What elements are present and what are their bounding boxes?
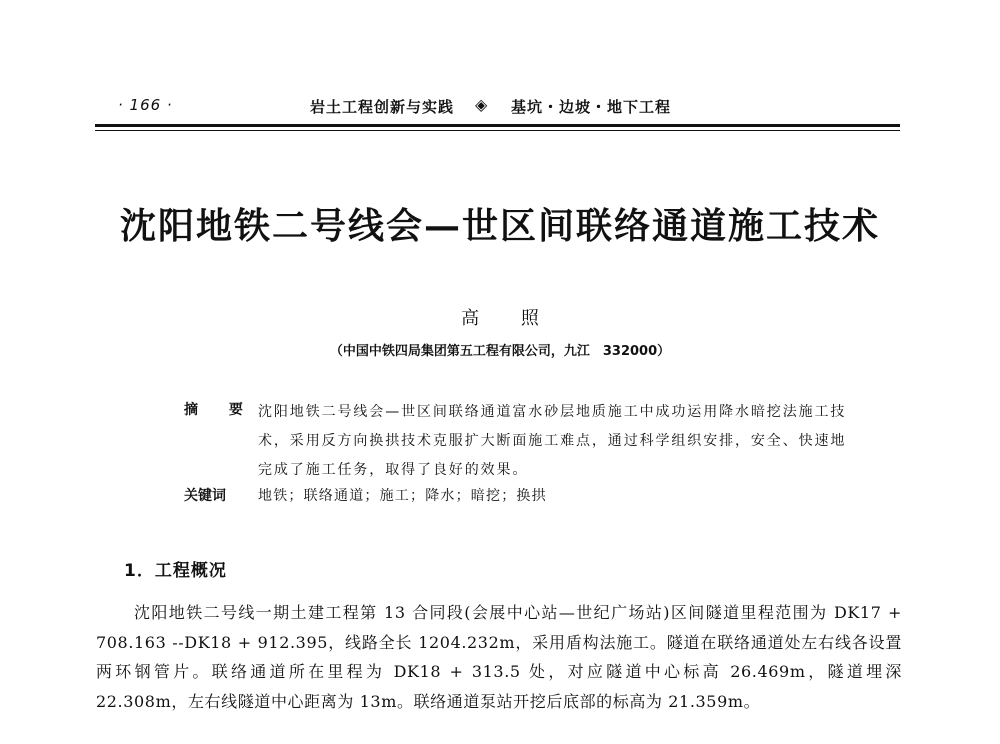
abstract-label: 摘 要 bbox=[184, 402, 256, 418]
journal-name: 岩土工程创新与实践 bbox=[310, 98, 455, 116]
abstract-text: 沈阳地铁二号线会—世区间联络通道富水砂层地质施工中成功运用降水暗挖法施工技术，采用反方向换拱技术克服扩大断面施工难点，通过科学组织安排，安全、快速地完成了施工任务，取得了良好的效果。 bbox=[258, 404, 847, 478]
running-header bbox=[98, 96, 900, 120]
section-heading: 1．工程概况 bbox=[124, 561, 227, 581]
page-number: · 166 · bbox=[118, 96, 173, 114]
header-rule-thick bbox=[95, 124, 900, 127]
author-name: 高 照 bbox=[461, 308, 557, 329]
author-affiliation: （中国中铁四局集团第五工程有限公司，九江 332000） bbox=[329, 344, 671, 359]
diamond-separator-icon: ◈ bbox=[475, 95, 488, 114]
keywords-text: 地铁；联络通道；施工；降水；暗挖；换拱 bbox=[258, 488, 547, 504]
body-paragraph: 沈阳地铁二号线一期土建工程第 13 合同段(会展中心站—世纪广场站)区间隧道里程范围为 DK17 + 708.163 --DK18 + 912.395，线路全长 1204.232m，采用盾构法施工。隧道在联络通道处左右线各设置两环钢管片。联络通道所在里程为 DK18 + 313.5 处，对应隧道中心标高 26.469m，隧道埋深 22.308m，左右线隧道中心距离为 13m。联络通道泵站开挖后底部的标高为 21.359m。 bbox=[96, 603, 902, 711]
keywords-label: 关键词 bbox=[184, 488, 226, 504]
section-name: 基坑・边坡・地下工程 bbox=[511, 98, 672, 116]
article-title: 沈阳地铁二号线会—世区间联络通道施工技术 bbox=[119, 205, 880, 247]
header-rule-thin bbox=[95, 130, 900, 131]
